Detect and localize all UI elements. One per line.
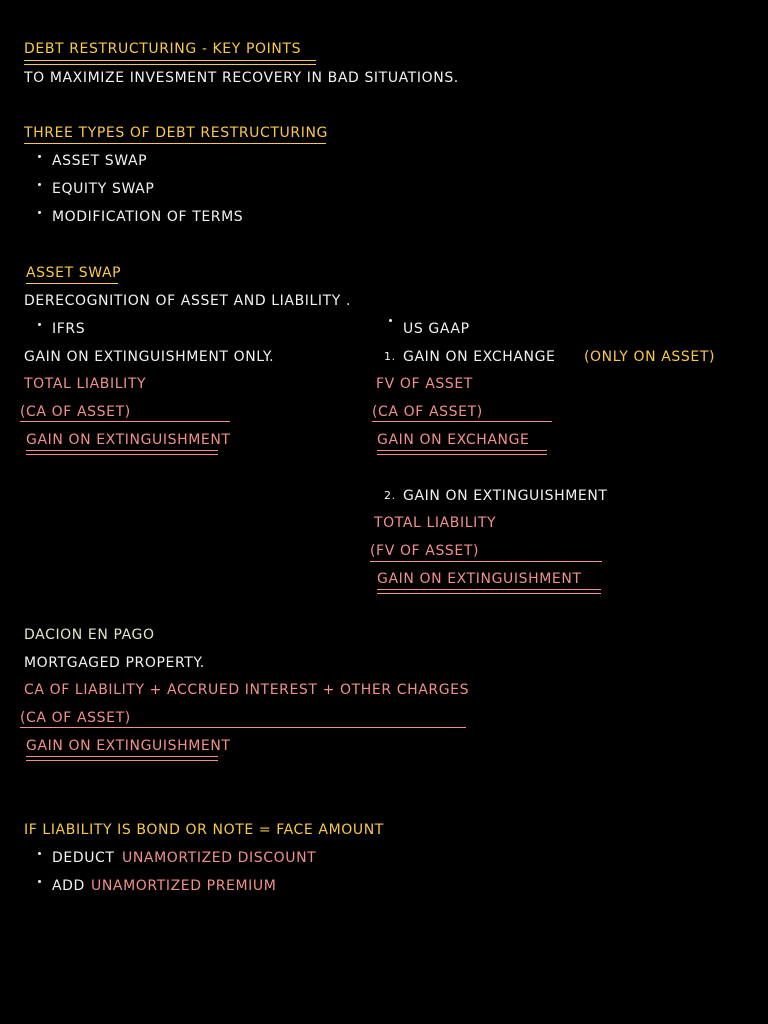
exchange-number: 1. [384,350,396,363]
add-label: ADD [52,878,85,894]
bullet-dot [38,183,41,186]
asset-swap-description: DERECOGNITION OF ASSET AND LIABILITY . [24,293,352,309]
exchange-gain-result: GAIN ON EXCHANGE [377,432,530,448]
type-item: EQUITY SWAP [52,181,155,197]
extinguishment-double-underline-2 [377,593,601,594]
bullet-dot [38,211,41,214]
type-item: MODIFICATION OF TERMS [52,209,244,225]
ifrs-ca-of-asset: (CA OF ASSET) [20,404,131,420]
extinguishment-sum-line [370,561,602,562]
extinguishment-total-liability: TOTAL LIABILITY [374,515,497,531]
exchange-sum-line [372,421,552,422]
deduct-value: UNAMORTIZED DISCOUNT [122,850,317,866]
types-heading: THREE TYPES OF DEBT RESTRUCTURING [24,125,328,141]
extinguishment-number: 2. [384,489,396,502]
page-title: DEBT RESTRUCTURING - KEY POINTS [24,41,302,57]
ifrs-gain-result: GAIN ON EXTINGUISHMENT [26,432,231,448]
ifrs-double-underline-2 [26,454,218,455]
dacion-formula-line: CA OF LIABILITY + ACCRUED INTEREST + OTHER CHARGES [24,682,470,698]
intro-text: TO MAXIMIZE INVESMENT RECOVERY IN BAD SITUATIONS. [24,70,459,86]
ifrs-sum-line [20,421,230,422]
bullet-dot [38,323,41,326]
ifrs-note: GAIN ON EXTINGUISHMENT ONLY. [24,349,275,365]
extinguishment-double-underline-1 [377,589,601,590]
bullet-dot [38,852,41,855]
dacion-double-underline-1 [26,756,218,757]
extinguishment-title: GAIN ON EXTINGUISHMENT [403,488,608,504]
bond-heading: IF LIABILITY IS BOND OR NOTE = FACE AMOUNT [24,822,384,838]
dacion-ca-of-asset: (CA OF ASSET) [20,710,131,726]
asset-swap-underline [26,283,118,284]
dacion-sum-line [20,727,466,728]
deduct-label: DEDUCT [52,850,115,866]
exchange-double-underline-2 [377,454,547,455]
ifrs-label: IFRS [52,321,86,337]
dacion-gain-result: GAIN ON EXTINGUISHMENT [26,738,231,754]
extinguishment-gain-result: GAIN ON EXTINGUISHMENT [377,571,582,587]
exchange-double-underline-1 [377,450,547,451]
bullet-dot [38,155,41,158]
asset-swap-heading: ASSET SWAP [26,265,122,281]
exchange-ca-of-asset: (CA OF ASSET) [372,404,483,420]
bullet-dot [389,319,392,322]
exchange-note: (ONLY ON ASSET) [584,349,716,365]
type-item: ASSET SWAP [52,153,148,169]
extinguishment-fv-of-asset: (FV OF ASSET) [370,543,480,559]
title-underline-1 [24,60,316,61]
dacion-heading: DACION EN PAGO [24,627,155,643]
add-value: UNAMORTIZED PREMIUM [91,878,277,894]
dacion-description: MORTGAGED PROPERTY. [24,655,205,671]
us-gaap-label: US GAAP [403,321,470,337]
title-underline-2 [24,64,316,65]
ifrs-total-liability: TOTAL LIABILITY [24,376,147,392]
exchange-title: GAIN ON EXCHANGE [403,349,556,365]
bullet-dot [38,880,41,883]
types-heading-underline [24,143,326,144]
exchange-fv-of-asset: FV OF ASSET [376,376,473,392]
dacion-double-underline-2 [26,760,218,761]
ifrs-double-underline-1 [26,450,218,451]
